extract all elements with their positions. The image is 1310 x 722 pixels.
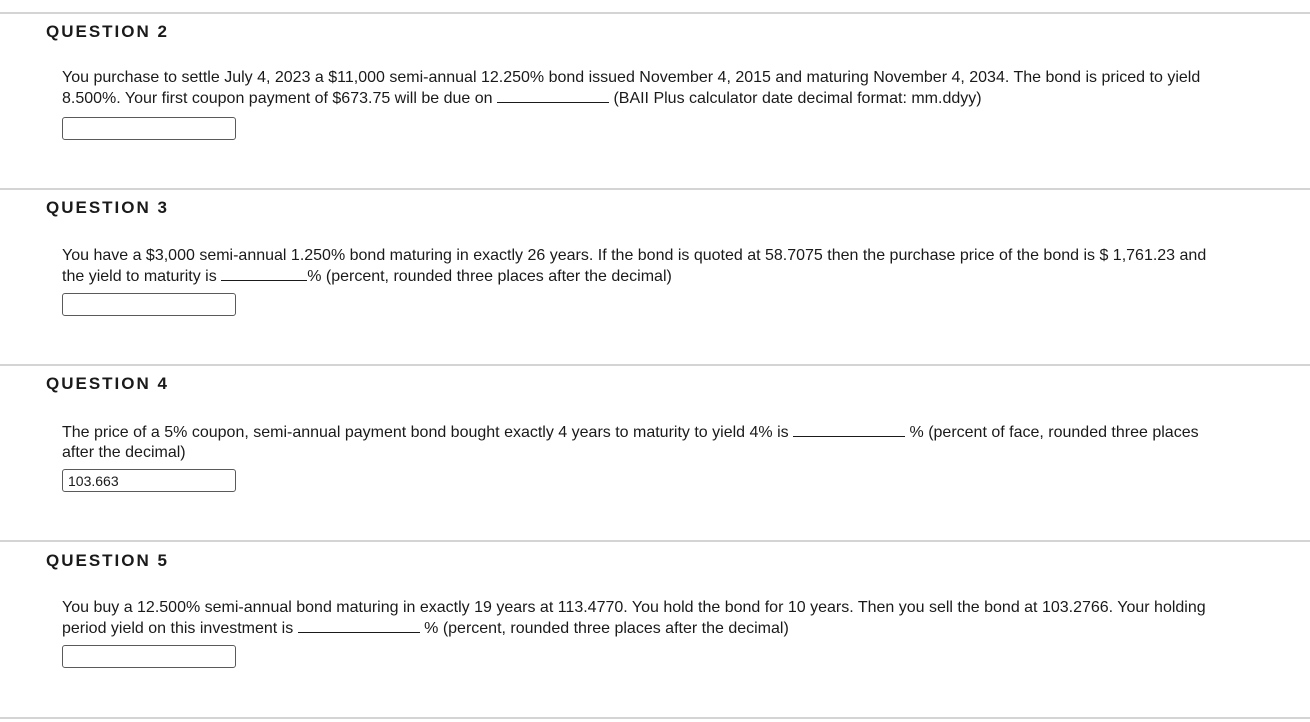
question-4-text-before: The price of a 5% coupon, semi-annual payment bond bought exactly 4 years to maturity to yield 4% is <box>62 424 789 441</box>
question-5-title: QUESTION 5 <box>46 551 169 570</box>
divider-top <box>0 12 1310 14</box>
divider-bottom <box>0 717 1310 719</box>
divider-q3-q4 <box>0 364 1310 366</box>
question-5-blank <box>298 618 420 633</box>
question-2-text-after: (BAII Plus calculator date decimal format: mm.ddyy) <box>613 90 982 107</box>
question-2-title: QUESTION 2 <box>46 22 169 41</box>
divider-q2-q3 <box>0 188 1310 190</box>
divider-q4-q5 <box>0 540 1310 542</box>
question-3-text <box>62 246 1232 287</box>
question-3-text-before: You have a $3,000 semi-annual 1.250% bond maturing in exactly 26 years. If the bond is quoted at 58.7075 then the purchase price of the bond is $ 1,761.23 and the yield to maturity is <box>62 247 1207 285</box>
question-3-blank <box>221 266 307 281</box>
question-2-text-before: You purchase to settle July 4, 2023 a $11,000 semi-annual 12.250% bond issued November 4, 2015 and maturing November 4, 2034. The bond is priced to yield 8.500%. Your first coupon payment of $673.75 will be due on <box>62 69 1201 107</box>
question-4-answer-input[interactable] <box>62 469 236 492</box>
question-4-title: QUESTION 4 <box>46 374 169 393</box>
question-2-answer-input[interactable] <box>62 117 236 140</box>
question-5-text-before: You buy a 12.500% semi-annual bond maturing in exactly 19 years at 113.4770. You hold the bond for 10 years. Then you sell the bond at 103.2766. Your holding period yield on this investment is <box>62 599 1206 637</box>
question-5-answer-input[interactable] <box>62 645 236 668</box>
question-4-blank <box>793 422 905 437</box>
question-3-answer-input[interactable] <box>62 293 236 316</box>
question-3-text-after: % (percent, rounded three places after the decimal) <box>307 268 672 285</box>
question-4-text <box>62 422 1232 463</box>
question-2-text <box>62 68 1232 109</box>
question-5-text-after: % (percent, rounded three places after the decimal) <box>424 620 789 637</box>
question-2-blank <box>497 88 609 103</box>
question-5-text <box>62 598 1232 639</box>
question-4-text-after: % (percent of face, rounded three places after the decimal) <box>62 424 1199 461</box>
question-3-title: QUESTION 3 <box>46 198 169 217</box>
